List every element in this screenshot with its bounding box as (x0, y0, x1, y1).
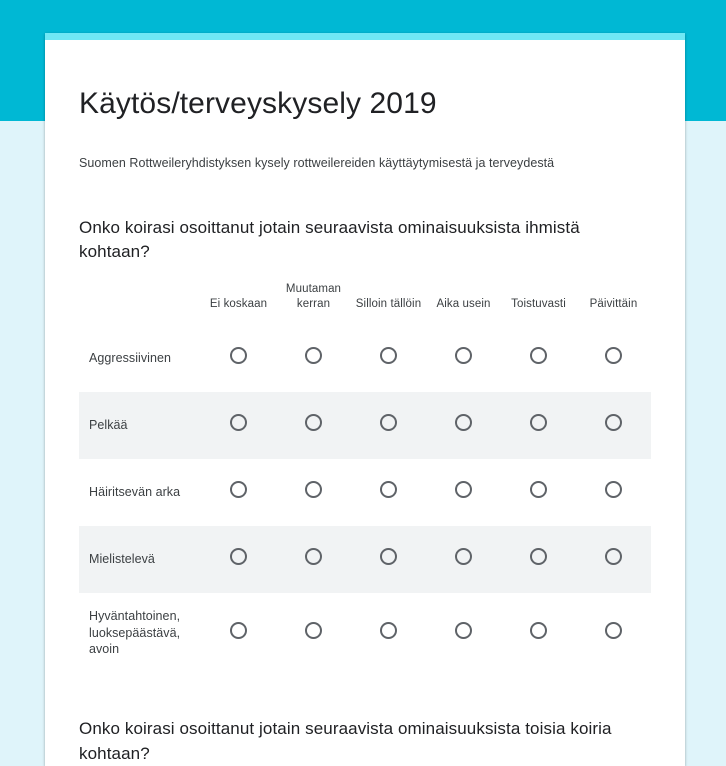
form-title: Käytös/terveyskysely 2019 (79, 87, 437, 120)
grid-radio-cell[interactable] (351, 593, 426, 673)
grid-column-header-2: Silloin tällöin (355, 298, 422, 311)
radio-button[interactable] (530, 548, 547, 565)
grid-row (79, 459, 651, 526)
grid-radio-cell[interactable] (576, 392, 651, 459)
radio-button[interactable] (605, 548, 622, 565)
radio-button[interactable] (530, 481, 547, 498)
radio-button[interactable] (530, 414, 547, 431)
question-title: Onko koirasi osoittanut jotain seuraavista ominaisuuksista toisia koiria kohtaan? (79, 718, 612, 763)
grid-radio-cell[interactable] (426, 459, 501, 526)
radio-button[interactable] (455, 481, 472, 498)
grid-radio-cell[interactable] (351, 325, 426, 392)
radio-button[interactable] (455, 347, 472, 364)
radio-button[interactable] (530, 347, 547, 364)
grid-radio-cell[interactable] (576, 459, 651, 526)
radio-button[interactable] (230, 481, 247, 498)
grid-radio-cell[interactable] (351, 392, 426, 459)
grid-row-label: Mielistelevä (89, 552, 155, 567)
grid-radio-cell[interactable] (576, 593, 651, 673)
radio-button[interactable] (605, 481, 622, 498)
grid-row-label: Aggressiivinen (89, 351, 171, 366)
grid-radio-cell[interactable] (351, 459, 426, 526)
grid-radio-cell[interactable] (426, 526, 501, 593)
grid-radio-cell[interactable] (201, 459, 276, 526)
grid-radio-cell[interactable] (351, 526, 426, 593)
grid-row (79, 593, 651, 673)
grid-radio-cell[interactable] (501, 593, 576, 673)
radio-button[interactable] (380, 548, 397, 565)
grid-row-label: Hyväntahtoinen, luoksepäästävä, avoin (89, 609, 181, 657)
grid-body (79, 325, 651, 673)
grid-header-row (79, 282, 651, 325)
grid-radio-cell[interactable] (426, 325, 501, 392)
grid-radio-cell[interactable] (276, 526, 351, 593)
radio-button[interactable] (230, 622, 247, 639)
radio-grid-wrapper (79, 265, 651, 673)
radio-grid (79, 282, 651, 673)
form-card (45, 33, 685, 766)
grid-column-header-0: Ei koskaan (209, 298, 268, 311)
grid-column-header-3: Aika usein (436, 298, 491, 311)
grid-radio-cell[interactable] (501, 325, 576, 392)
form-description: Suomen Rottweileryhdistyksen kysely rottweilereiden käyttäytymisestä ja terveydestä (79, 155, 555, 170)
grid-radio-cell[interactable] (501, 459, 576, 526)
grid-row (79, 325, 651, 392)
radio-button[interactable] (305, 548, 322, 565)
grid-column-header-1: Muutaman kerran (285, 282, 342, 311)
radio-button[interactable] (455, 548, 472, 565)
radio-button[interactable] (230, 347, 247, 364)
radio-button[interactable] (305, 622, 322, 639)
radio-button[interactable] (380, 622, 397, 639)
radio-button[interactable] (230, 414, 247, 431)
question-title: Onko koirasi osoittanut jotain seuraavista ominaisuuksista ihmistä kohtaan? (79, 217, 580, 262)
grid-radio-cell[interactable] (276, 459, 351, 526)
radio-button[interactable] (305, 347, 322, 364)
grid-radio-cell[interactable] (201, 593, 276, 673)
radio-button[interactable] (605, 414, 622, 431)
grid-radio-cell[interactable] (501, 526, 576, 593)
radio-button[interactable] (380, 414, 397, 431)
grid-column-header-5: Päivittäin (589, 298, 638, 311)
grid-radio-cell[interactable] (276, 392, 351, 459)
grid-row-label: Pelkää (89, 418, 128, 433)
grid-row (79, 392, 651, 459)
grid-radio-cell[interactable] (201, 325, 276, 392)
radio-button[interactable] (530, 622, 547, 639)
grid-radio-cell[interactable] (276, 325, 351, 392)
radio-button[interactable] (380, 481, 397, 498)
grid-radio-cell[interactable] (201, 526, 276, 593)
grid-header (79, 282, 651, 325)
grid-radio-cell[interactable] (576, 325, 651, 392)
grid-radio-cell[interactable] (426, 392, 501, 459)
card-accent-strip (45, 33, 685, 40)
grid-row-label: Häiritsevän arka (89, 485, 181, 500)
grid-radio-cell[interactable] (501, 392, 576, 459)
radio-button[interactable] (455, 414, 472, 431)
radio-button[interactable] (305, 481, 322, 498)
card-body (45, 40, 685, 766)
radio-button[interactable] (455, 622, 472, 639)
grid-row (79, 526, 651, 593)
grid-corner-cell (79, 282, 201, 325)
radio-button[interactable] (605, 622, 622, 639)
grid-radio-cell[interactable] (201, 392, 276, 459)
question-block-2 (79, 673, 651, 766)
radio-button[interactable] (305, 414, 322, 431)
radio-button[interactable] (605, 347, 622, 364)
radio-button[interactable] (230, 548, 247, 565)
radio-button[interactable] (380, 347, 397, 364)
grid-radio-cell[interactable] (276, 593, 351, 673)
question-block-1 (79, 172, 651, 673)
grid-column-header-4: Toistuvasti (511, 298, 566, 311)
grid-radio-cell[interactable] (576, 526, 651, 593)
grid-radio-cell[interactable] (426, 593, 501, 673)
